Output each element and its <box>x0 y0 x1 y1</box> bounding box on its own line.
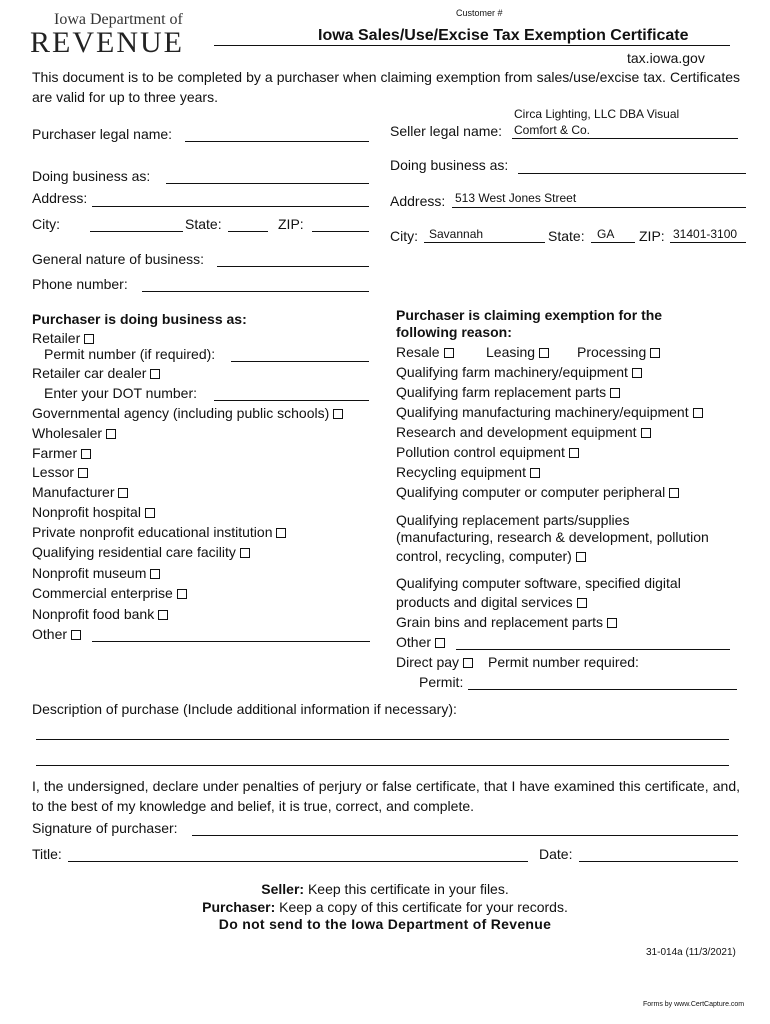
nonprofit-hospital-checkbox[interactable] <box>145 508 155 518</box>
dot-number-label: Enter your DOT number: <box>44 385 198 401</box>
residential-care-label: Qualifying residential care facility <box>32 544 236 560</box>
date-label: Date: <box>539 846 573 862</box>
wholesaler-label: Wholesaler <box>32 425 103 441</box>
grain-bins-checkbox[interactable] <box>607 618 617 628</box>
grain-bins-option[interactable] <box>396 614 617 630</box>
seller-zip-value: 31401-3100 <box>673 227 738 241</box>
rnd-label: Research and development equipment <box>396 424 637 440</box>
rnd-option[interactable] <box>396 424 651 440</box>
phone-field[interactable] <box>142 291 369 292</box>
purchaser-zip-label: ZIP: <box>278 216 304 232</box>
gov-agency-label: Governmental agency (including public schools) <box>32 405 330 421</box>
declaration-text: I, the undersigned, declare under penalties of perjury or false certificate, that I have examined this certificate, and, to the best of my knowledge and belief, it is true, correct, and complete. <box>32 778 740 814</box>
replacement-text-3: control, recycling, computer) <box>396 548 572 564</box>
car-dealer-label: Retailer car dealer <box>32 365 147 381</box>
recycling-checkbox[interactable] <box>530 468 540 478</box>
intro-text: This document is to be completed by a purchaser when claiming exemption from sales/use/excise tax. Certificates are valid for up to three years. <box>32 69 740 105</box>
business-type-heading: Purchaser is doing business as: <box>32 311 247 327</box>
gov-agency-checkbox[interactable] <box>333 409 343 419</box>
retailer-option[interactable] <box>32 330 94 346</box>
purchaser-dba-label: Doing business as: <box>32 168 151 184</box>
software-text-1: Qualifying computer software, specified digital <box>396 575 681 591</box>
seller-zip-label: ZIP: <box>639 228 665 244</box>
seller-state-value: GA <box>597 227 615 241</box>
purchaser-instruction-text: Keep a copy of this certificate for your records. <box>279 899 568 915</box>
signature-label: Signature of purchaser: <box>32 820 178 836</box>
mfg-machinery-checkbox[interactable] <box>693 408 703 418</box>
farm-parts-checkbox[interactable] <box>610 388 620 398</box>
title-field[interactable] <box>68 861 528 862</box>
seller-address-label: Address: <box>390 193 446 209</box>
residential-care-option[interactable] <box>32 544 250 560</box>
manufacturer-option[interactable] <box>32 484 128 500</box>
purchaser-city-label: City: <box>32 216 60 232</box>
seller-state-label: State: <box>548 228 585 244</box>
retailer-label: Retailer <box>32 330 81 346</box>
nonprofit-hospital-label: Nonprofit hospital <box>32 504 141 520</box>
permit-number-field[interactable] <box>231 361 369 362</box>
title-underline <box>214 45 730 46</box>
seller-zip-field[interactable] <box>670 242 746 243</box>
other-business-label: Other <box>32 626 68 642</box>
private-edu-option[interactable] <box>32 524 286 540</box>
signature-field[interactable] <box>192 835 738 836</box>
pollution-label: Pollution control equipment <box>396 444 565 460</box>
seller-dba-field[interactable] <box>518 173 746 174</box>
seller-instruction-bold: Seller: <box>261 881 305 897</box>
seller-legal-name-field[interactable] <box>512 138 738 139</box>
seller-address-value: 513 West Jones Street <box>455 191 577 205</box>
description-line-1[interactable] <box>36 739 729 740</box>
computer-option[interactable] <box>396 484 679 500</box>
seller-instruction-text: Keep this certificate in your files. <box>307 881 509 897</box>
software-text-2: products and digital services <box>396 594 573 610</box>
other-business-checkbox[interactable] <box>71 630 81 640</box>
nature-of-business-field[interactable] <box>217 266 369 267</box>
replacement-checkbox[interactable] <box>576 552 586 562</box>
form-title: Iowa Sales/Use/Excise Tax Exemption Certificate <box>318 27 689 44</box>
retailer-checkbox[interactable] <box>84 334 94 344</box>
leasing-checkbox[interactable] <box>539 348 549 358</box>
seller-city-value: Savannah <box>429 227 484 241</box>
replacement-option[interactable] <box>396 548 586 564</box>
museum-option[interactable] <box>32 565 160 581</box>
exemption-heading-2: following reason: <box>396 324 512 340</box>
purchaser-dba-field[interactable] <box>166 183 369 184</box>
farm-parts-label: Qualifying farm replacement parts <box>396 384 607 400</box>
seller-legal-name-label: Seller legal name: <box>390 123 503 139</box>
lessor-checkbox[interactable] <box>78 468 88 478</box>
dot-number-field[interactable] <box>214 400 369 401</box>
purchaser-instruction <box>0 899 770 915</box>
replacement-text-2: (manufacturing, research & development, pollution <box>396 529 709 545</box>
software-option[interactable] <box>396 594 587 610</box>
customer-number-label: Customer # <box>456 8 503 18</box>
purchaser-address-label: Address: <box>32 190 88 206</box>
processing-label: Processing <box>577 344 647 360</box>
wholesaler-option[interactable] <box>32 425 116 441</box>
other-exemption-field[interactable] <box>456 649 730 650</box>
commercial-checkbox[interactable] <box>177 589 187 599</box>
permit-field[interactable] <box>468 689 737 690</box>
car-dealer-checkbox[interactable] <box>150 369 160 379</box>
recycling-option[interactable] <box>396 464 540 480</box>
grain-bins-label: Grain bins and replacement parts <box>396 614 603 630</box>
other-business-field[interactable] <box>92 641 370 642</box>
gov-agency-option[interactable] <box>32 405 343 421</box>
seller-legal-name-value-1: Circa Lighting, LLC DBA Visual <box>514 107 680 121</box>
purchaser-state-field[interactable] <box>228 231 268 232</box>
seller-address-field[interactable] <box>452 207 746 208</box>
private-edu-checkbox[interactable] <box>276 528 286 538</box>
logo-subtitle: Iowa Department of <box>54 11 183 28</box>
resale-option[interactable] <box>396 344 454 360</box>
farmer-checkbox[interactable] <box>81 449 91 459</box>
exemption-heading-1: Purchaser is claiming exemption for the <box>396 307 663 323</box>
manufacturer-label: Manufacturer <box>32 484 115 500</box>
private-edu-label: Private nonprofit educational institution <box>32 524 273 540</box>
computer-checkbox[interactable] <box>669 488 679 498</box>
description-label: Description of purchase (Include additional information if necessary): <box>32 701 457 717</box>
mfg-machinery-option[interactable] <box>396 404 703 420</box>
seller-dba-label: Doing business as: <box>390 157 509 173</box>
nonprofit-hospital-option[interactable] <box>32 504 155 520</box>
software-checkbox[interactable] <box>577 598 587 608</box>
commercial-option[interactable] <box>32 585 187 601</box>
date-field[interactable] <box>579 861 738 862</box>
processing-checkbox[interactable] <box>650 348 660 358</box>
seller-instruction <box>0 881 770 897</box>
rnd-checkbox[interactable] <box>641 428 651 438</box>
resale-label: Resale <box>396 344 440 360</box>
lessor-option[interactable] <box>32 464 88 480</box>
purchaser-instruction-bold: Purchaser: <box>202 899 276 915</box>
manufacturer-checkbox[interactable] <box>118 488 128 498</box>
seller-city-label: City: <box>390 228 418 244</box>
permit-number-label: Permit number (if required): <box>44 346 216 362</box>
seller-city-field[interactable] <box>424 242 545 243</box>
mfg-machinery-label: Qualifying manufacturing machinery/equipment <box>396 404 689 420</box>
farmer-label: Farmer <box>32 445 78 461</box>
pollution-option[interactable] <box>396 444 579 460</box>
purchaser-state-label: State: <box>185 216 222 232</box>
resale-checkbox[interactable] <box>444 348 454 358</box>
commercial-label: Commercial enterprise <box>32 585 173 601</box>
direct-pay-label: Direct pay <box>396 654 460 670</box>
museum-label: Nonprofit museum <box>32 565 147 581</box>
food-bank-option[interactable] <box>32 606 168 622</box>
computer-label: Qualifying computer or computer peripheral <box>396 484 666 500</box>
pollution-checkbox[interactable] <box>569 448 579 458</box>
leasing-option[interactable] <box>486 344 549 360</box>
replacement-text-1: Qualifying replacement parts/supplies <box>396 512 630 528</box>
farm-machinery-option[interactable] <box>396 364 642 380</box>
website: tax.iowa.gov <box>627 50 705 66</box>
description-line-2[interactable] <box>36 765 729 766</box>
residential-care-checkbox[interactable] <box>240 548 250 558</box>
other-business-option[interactable] <box>32 626 81 642</box>
revenue-logo: REVENUE <box>30 26 184 59</box>
purchaser-address-field[interactable] <box>92 206 369 207</box>
farm-parts-option[interactable] <box>396 384 620 400</box>
other-exemption-label: Other <box>396 634 432 650</box>
leasing-label: Leasing <box>486 344 536 360</box>
recycling-label: Recycling equipment <box>396 464 526 480</box>
other-exemption-option[interactable] <box>396 634 445 650</box>
purchaser-city-field[interactable] <box>90 231 183 232</box>
food-bank-checkbox[interactable] <box>158 610 168 620</box>
seller-state-field[interactable] <box>591 242 635 243</box>
nature-of-business-label: General nature of business: <box>32 251 204 267</box>
farm-machinery-checkbox[interactable] <box>632 368 642 378</box>
permit-required-label: Permit number required: <box>488 654 639 670</box>
purchaser-legal-name-label: Purchaser legal name: <box>32 126 173 142</box>
food-bank-label: Nonprofit food bank <box>32 606 155 622</box>
phone-label: Phone number: <box>32 276 128 292</box>
do-not-send-notice: Do not send to the Iowa Department of Revenue <box>218 916 552 932</box>
seller-legal-name-value-2: Comfort & Co. <box>514 123 591 137</box>
direct-pay-checkbox[interactable] <box>463 658 473 668</box>
permit-label: Permit: <box>419 674 464 690</box>
lessor-label: Lessor <box>32 464 75 480</box>
purchaser-legal-name-field[interactable] <box>185 141 369 142</box>
farmer-option[interactable] <box>32 445 91 461</box>
car-dealer-option[interactable] <box>32 365 160 381</box>
direct-pay-option[interactable] <box>396 654 473 670</box>
title-label: Title: <box>32 846 62 862</box>
form-number: 31-014a (11/3/2021) <box>646 947 736 958</box>
museum-checkbox[interactable] <box>150 569 160 579</box>
purchaser-zip-field[interactable] <box>312 231 369 232</box>
farm-machinery-label: Qualifying farm machinery/equipment <box>396 364 628 380</box>
certcapture-watermark: Forms by www.CertCapture.com <box>643 1001 745 1008</box>
processing-option[interactable] <box>577 344 660 360</box>
wholesaler-checkbox[interactable] <box>106 429 116 439</box>
other-exemption-checkbox[interactable] <box>435 638 445 648</box>
